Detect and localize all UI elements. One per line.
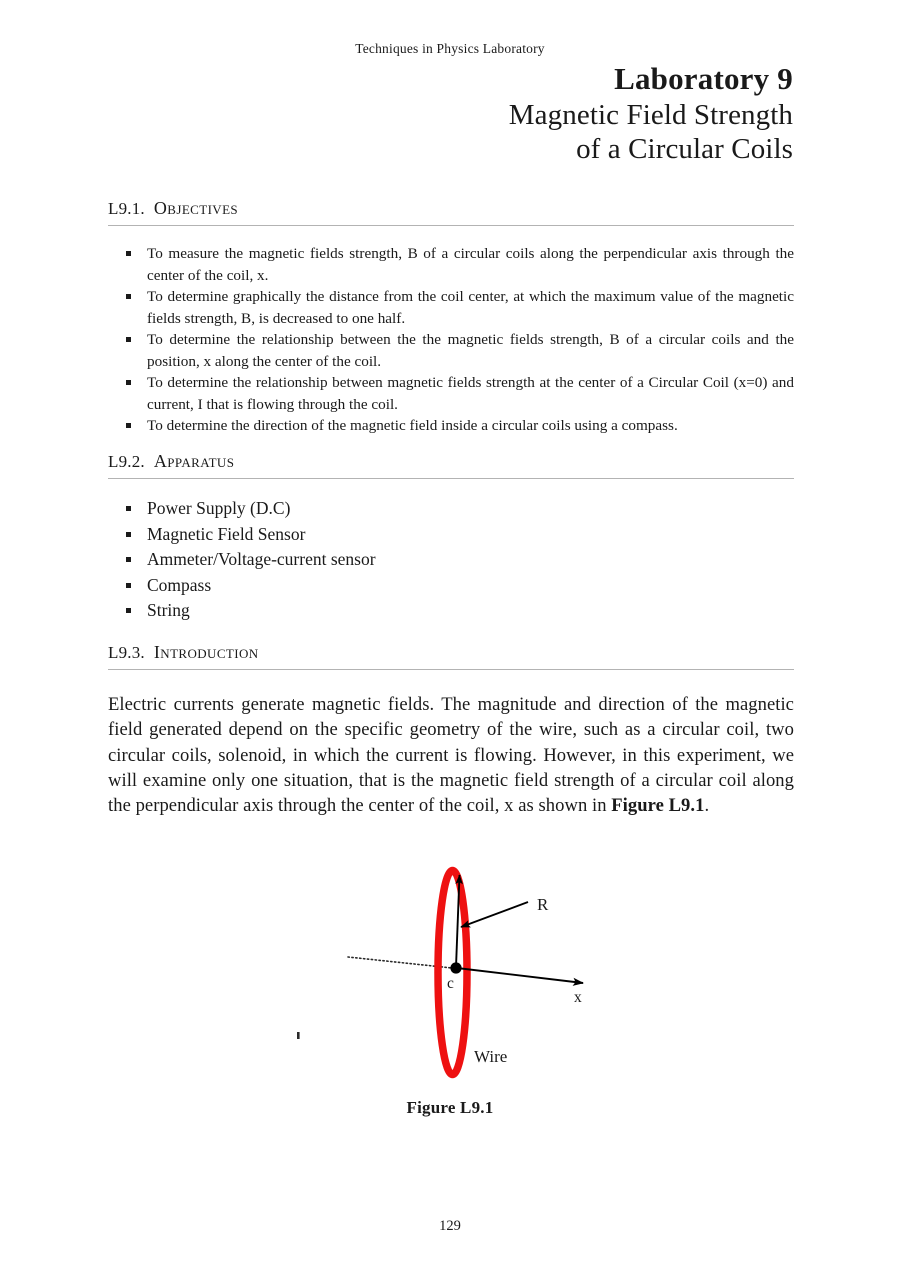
- page-number: 129: [439, 1218, 461, 1234]
- section-name-apparatus: Apparatus: [153, 451, 235, 471]
- intro-text-part2: .: [704, 795, 710, 817]
- title-line-laboratory: Laboratory 9: [614, 61, 793, 96]
- figure-caption: Figure L9.1: [406, 1098, 494, 1117]
- intro-text-part1: Electric currents generate magnetic fields. The magnitude and direction of the magnetic field generated depend on the specific geometry of the wire, such as a circular coil, two circular coils, solenoid, in which the current is flowing. However, in this experiment, we will examine only one situation, that is the magnetic field strength of a circular coil along the perpendicular axis through the center of the coil, x as shown in: [108, 694, 794, 817]
- list-item: To determine the relationship between magnetic fields strength at the center of a Circular Coil (x=0) and current, I that is flowing through the coil.: [108, 372, 794, 415]
- list-item: To determine the direction of the magnetic field inside a circular coils using a compass.: [108, 415, 794, 437]
- list-item: Power Supply (D.C): [108, 496, 794, 522]
- section-number-apparatus: L9.2.: [108, 452, 145, 471]
- introduction-paragraph: [108, 692, 794, 818]
- section-name-introduction: Introduction: [153, 642, 259, 662]
- section-introduction: [108, 641, 794, 818]
- intro-figure-reference: Figure L9.1: [611, 795, 705, 817]
- section-objectives: [108, 197, 794, 437]
- center-point-dot: [450, 962, 461, 973]
- apparatus-list: [108, 496, 794, 624]
- section-name-objectives: Objectives: [153, 198, 239, 218]
- title-line-subject-2: of a Circular Coils: [576, 133, 793, 165]
- radius-leader-line: [461, 902, 528, 927]
- section-heading-objectives: [108, 197, 794, 225]
- objectives-list: [108, 243, 794, 437]
- section-heading-introduction: [108, 641, 794, 669]
- section-number-introduction: L9.3.: [108, 643, 145, 662]
- figure-label-wire: Wire: [474, 1047, 508, 1066]
- list-item: To determine the relationship between the the magnetic fields strength, B of a circular coils and the position, x along the center of the coil.: [108, 329, 794, 372]
- list-item: Ammeter/Voltage-current sensor: [108, 547, 794, 573]
- x-axis-arrow: [457, 968, 583, 983]
- running-head: Techniques in Physics Laboratory: [355, 41, 545, 56]
- section-number-objectives: L9.1.: [108, 199, 145, 218]
- list-item: To measure the magnetic fields strength, B of a circular coils along the perpendicular axis through the center of the coil, x.: [108, 243, 794, 286]
- section-apparatus: [108, 450, 794, 624]
- list-item: String: [108, 598, 794, 624]
- list-item: To determine graphically the distance from the coil center, at which the maximum value of the magnetic fields strength, B, is decreased to one half.: [108, 286, 794, 329]
- list-item: Magnetic Field Sensor: [108, 522, 794, 548]
- title-line-subject-1: Magnetic Field Strength: [508, 99, 793, 131]
- page-title: [173, 60, 793, 166]
- section-rule-objectives: [108, 225, 794, 226]
- section-rule-apparatus: [108, 478, 794, 479]
- section-heading-apparatus: [108, 450, 794, 478]
- stray-tick-mark: [297, 1032, 300, 1039]
- coil-ellipse: [438, 871, 467, 1075]
- figure-label-radius: R: [537, 895, 549, 914]
- figure-label-axis: x: [574, 989, 582, 1006]
- section-rule-introduction: [108, 669, 794, 670]
- list-item: Compass: [108, 573, 794, 599]
- figure-label-center: c: [447, 975, 454, 992]
